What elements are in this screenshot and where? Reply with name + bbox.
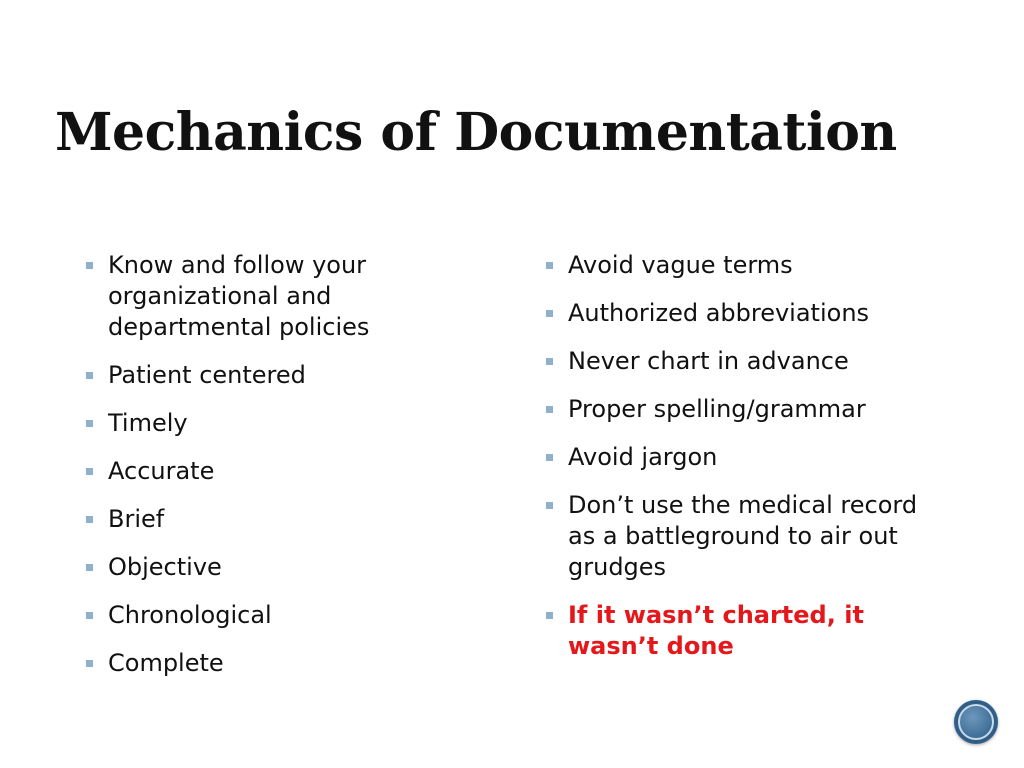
list-item-text: Objective: [108, 553, 222, 581]
list-item: [546, 346, 946, 377]
list-item: [86, 504, 486, 535]
square-bullet-icon: [86, 372, 93, 379]
list-item: [86, 250, 486, 343]
list-item-text: Avoid vague terms: [568, 251, 793, 279]
square-bullet-icon: [86, 468, 93, 475]
list-item: [546, 394, 946, 425]
list-item-text: Patient centered: [108, 361, 306, 389]
list-item-highlighted: [546, 600, 946, 662]
square-bullet-icon: [86, 612, 93, 619]
list-item: [546, 490, 946, 583]
square-bullet-icon: [86, 660, 93, 667]
list-item-text: Don’t use the medical record as a battleground to air out grudges: [568, 491, 918, 581]
list-item: [86, 552, 486, 583]
list-item: [86, 456, 486, 487]
right-bullet-list: [546, 250, 946, 679]
square-bullet-icon: [86, 564, 93, 571]
list-item-text: Authorized abbreviations: [568, 299, 870, 327]
list-item-text: Timely: [108, 409, 188, 437]
list-item: [86, 600, 486, 631]
left-bullet-list: [86, 250, 486, 696]
square-bullet-icon: [86, 420, 93, 427]
square-bullet-icon: [86, 262, 93, 269]
highlighted-item-text: If it wasn’t charted, it wasn’t done: [568, 601, 864, 660]
list-item-text: Chronological: [108, 601, 272, 629]
list-item-text: Complete: [108, 649, 224, 677]
square-bullet-icon: [546, 358, 553, 365]
slide-title: Mechanics of Documentation: [55, 102, 897, 163]
slide-nav-button[interactable]: [954, 700, 998, 744]
circle-icon: [958, 704, 994, 740]
list-item: [546, 298, 946, 329]
list-item: [546, 442, 946, 473]
list-item-text: Know and follow your organizational and departmental policies: [108, 251, 370, 341]
list-item: [86, 408, 486, 439]
list-item-text: Brief: [108, 505, 165, 533]
list-item-text: Never chart in advance: [568, 347, 849, 375]
square-bullet-icon: [546, 502, 553, 509]
list-item-text: Proper spelling/grammar: [568, 395, 866, 423]
square-bullet-icon: [546, 310, 553, 317]
square-bullet-icon: [546, 262, 553, 269]
list-item-text: Accurate: [108, 457, 215, 485]
square-bullet-icon: [546, 406, 553, 413]
square-bullet-icon: [86, 516, 93, 523]
list-item: [546, 250, 946, 281]
list-item: [86, 360, 486, 391]
square-bullet-icon: [546, 612, 553, 619]
list-item-text: Avoid jargon: [568, 443, 718, 471]
list-item: [86, 648, 486, 679]
square-bullet-icon: [546, 454, 553, 461]
